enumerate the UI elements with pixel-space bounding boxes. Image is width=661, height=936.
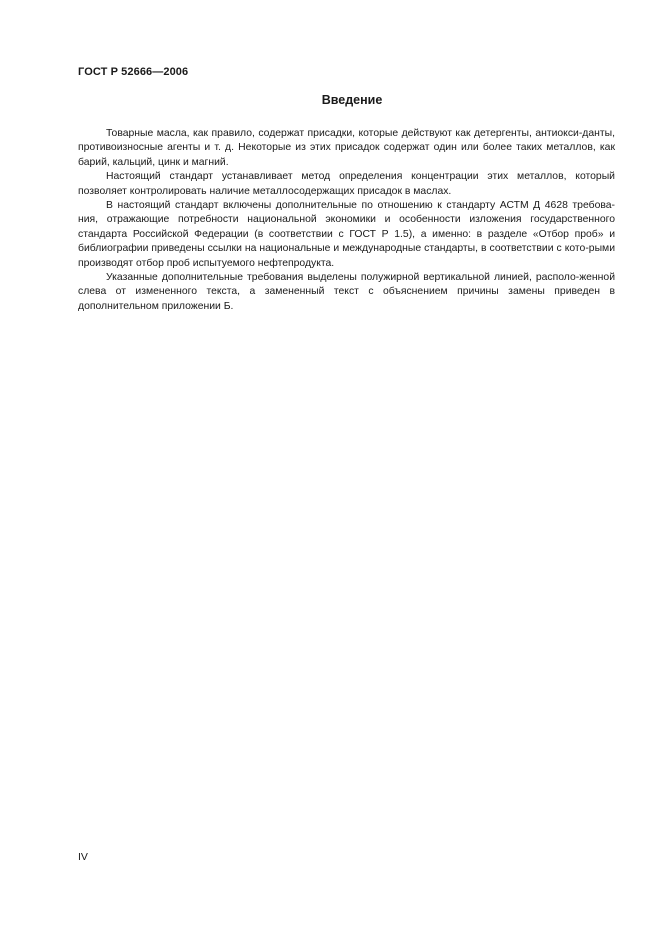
section-body — [78, 127, 615, 314]
page-number: IV — [78, 851, 88, 863]
paragraph: Товарные масла, как правило, содержат присадки, которые действуют как детергенты, антиокси-данты, противоизносные агенты и т. д. Некоторые из этих присадок содержат один или более таких металлов, как барий, кальций, цинк и магний. — [78, 128, 615, 168]
section-title: Введение — [321, 93, 383, 107]
paragraph: В настоящий стандарт включены дополнительные по отношению к стандарту АСТМ Д 4628 требова-ния, отражающие потребности национальной экономики и особенности изложения государственного стандарта Российской Федерации (в соответствии с ГОСТ Р 1.5), а именно: в разделе «Отбор проб» и библиографии приведены ссылки на национальные и международные стандарты, в соответствии с кото-рыми производят отбор проб испытуемого нефтепродукта. — [78, 200, 615, 269]
paragraph: Указанные дополнительные требования выделены полужирной вертикальной линией, располо-женной слева от измененного текста, а замененный текст с объяснением причины замены приведен в дополнительном приложении Б. — [78, 272, 615, 312]
document-code: ГОСТ Р 52666—2006 — [78, 66, 189, 78]
paragraph: Настоящий стандарт устанавливает метод определения концентрации этих металлов, который позволяет контролировать наличие металлосодержащих присадок в маслах. — [78, 171, 615, 197]
